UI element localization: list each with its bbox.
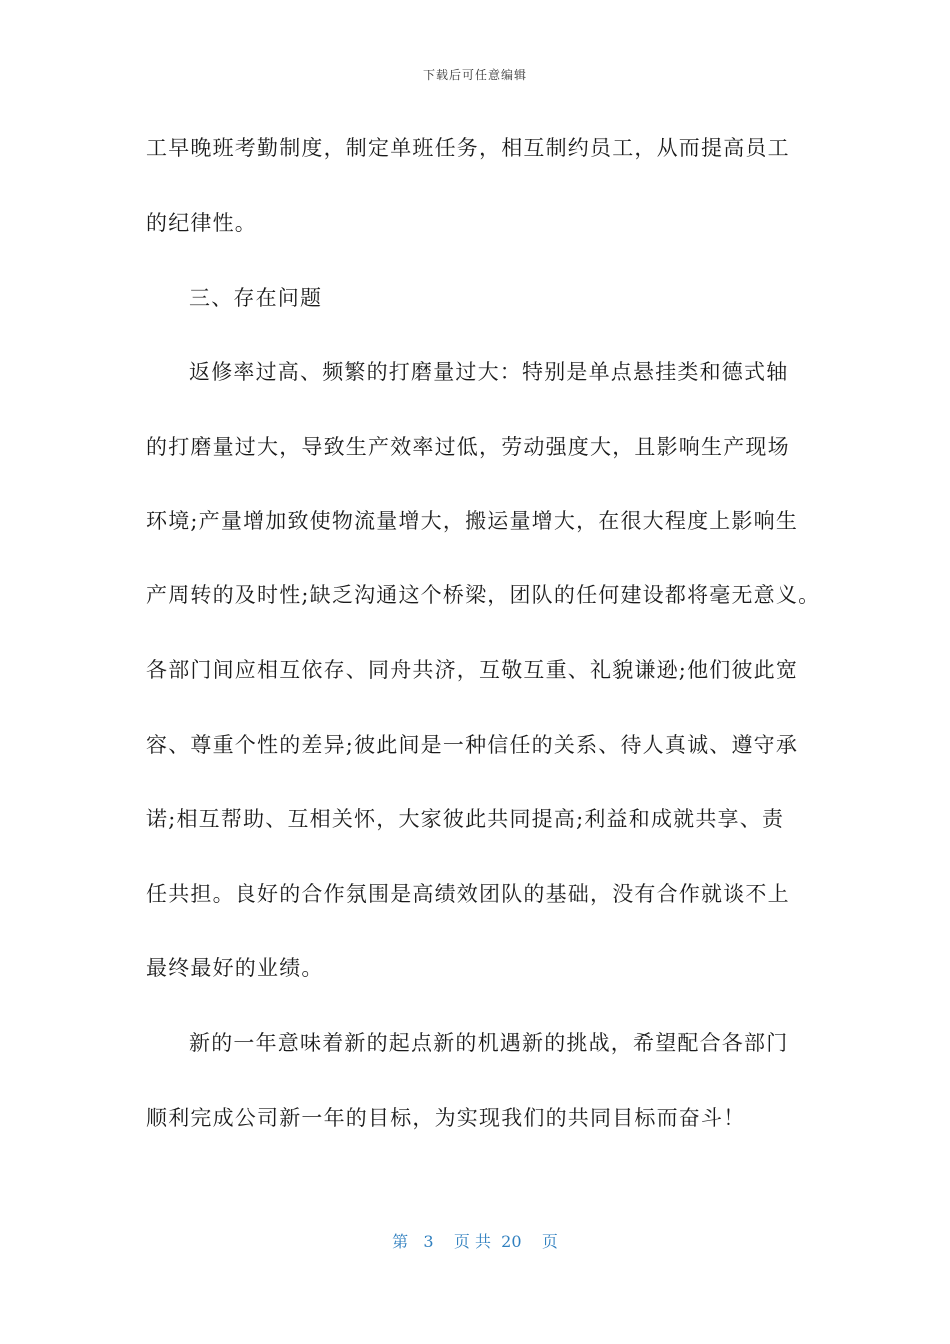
text-line: 任共担。良好的合作氛围是高绩效团队的基础，没有合作就谈不上 <box>146 882 790 906</box>
text-line: 顺利完成公司新一年的目标，为实现我们的共同目标而奋斗！ <box>146 1106 746 1130</box>
page-footer <box>0 1229 950 1252</box>
text-line: 容、尊重个性的差异;彼此间是一种信任的关系、待人真诚、遵守承 <box>146 733 799 757</box>
page-number: 3 <box>423 1232 434 1251</box>
section-heading: 三、存在问题 <box>189 286 323 310</box>
text-line: 产周转的及时性;缺乏沟通这个桥梁，团队的任何建设都将毫无意义。 <box>146 583 821 607</box>
footer-middle: 页 共 <box>453 1232 491 1251</box>
text-line: 最终最好的业绩。 <box>146 956 324 980</box>
text-line: 环境;产量增加致使物流量增大，搬运量增大，在很大程度上影响生 <box>146 509 799 533</box>
text-line: 的纪律性。 <box>146 211 257 235</box>
total-pages: 20 <box>501 1232 522 1251</box>
text-line: 工早晚班考勤制度，制定单班任务，相互制约员工，从而提高员工 <box>146 136 790 160</box>
text-line: 的打磨量过大，导致生产效率过低，劳动强度大，且影响生产现场 <box>146 435 790 459</box>
footer-suffix: 页 <box>541 1232 558 1251</box>
header-note: 下载后可任意编辑 <box>422 68 527 82</box>
text-line: 各部门间应相互依存、同舟共济，互敬互重、礼貌谦逊;他们彼此宽 <box>146 658 799 682</box>
text-line: 诺;相互帮助、互相关怀，大家彼此共同提高;利益和成就共享、责 <box>146 807 785 831</box>
footer-prefix: 第 <box>392 1232 409 1251</box>
text-line: 新的一年意味着新的起点新的机遇新的挑战，希望配合各部门 <box>189 1031 789 1055</box>
text-line: 返修率过高、频繁的打磨量过大：特别是单点悬挂类和德式轴 <box>189 360 789 384</box>
